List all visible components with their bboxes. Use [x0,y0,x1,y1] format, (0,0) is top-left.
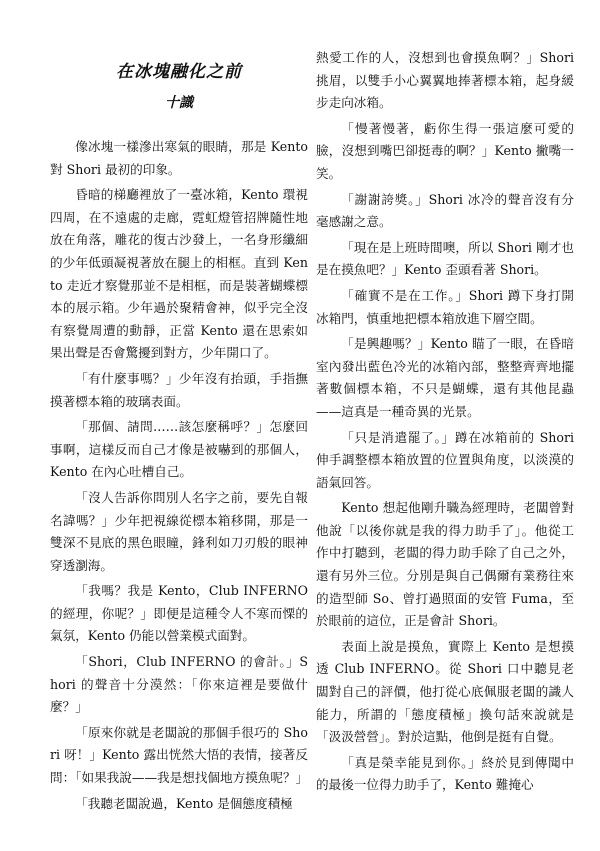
paragraph: 表面上說是摸魚，實際上 Kento 是想摸透 Club INFERNO。從 Shori 口中聽見老闆對自己的評價，他打從心底佩服老闆的識人能力，所謂的「態度積極」換句話來說就是「汲汲營營」。對於這點，他倒是挺有自覺。 [316,638,574,745]
paragraph: 「現在是上班時間噢，所以 Shori 剛才也是在摸魚吧？」Kento 歪頭看著 Shori。 [316,239,574,278]
story-title: 在冰塊融化之前 [116,62,242,82]
paragraph: 「Shori，Club INFERNO 的會計。」Shori 的聲音十分漠然：「你來這裡是要做什麼？」 [50,654,308,715]
paragraph: 像冰塊一樣滲出寒氣的眼睛，那是 Kento 對 Shori 最初的印象。 [50,139,308,177]
paragraph: 「慢著慢著，虧你生得一張這麼可愛的臉，沒想到嘴巴卻挺毒的啊？」Kento 撇嘴一笑。 [316,120,574,181]
paragraph: 「有什麼事嗎？」少年沒有抬頭，手指撫摸著標本箱的玻璃表面。 [50,370,308,409]
author-name: 十識 [165,95,193,111]
paragraph: 「我聽老闆說過，Kento 是個態度積極 [75,795,293,811]
paragraph: 「那個、請問……該怎麼稱呼？」怎麼回事啊，這樣反而自己才像是被嚇到的那個人，Kento 在內心吐槽自己。 [50,419,308,480]
paragraph: 「謝謝誇獎。」Shori 冰冷的聲音沒有分毫感謝之意。 [316,191,574,230]
paragraph: 「我嗎？我是 Kento，Club INFERNO 的經理，你呢？」即便是這種令人不寒而慄的氣氛，Kento 仍能以營業模式面對。 [50,583,308,644]
paragraph: 昏暗的梯廳裡放了一臺冰箱，Kento 環視四周，在不遠處的走廊，霓虹燈管招牌隨性地放在角落，雕花的復古沙發上，一名身形纖細的少年低頭凝視著放在腿上的相框。直到 Kento 走近才察覺那並不是相框，而是裝著蝴蝶標本的展示箱。少年過於聚精會神，似乎完全沒有察覺周遭的動靜，正當 Kento 還在思索如果出聲是否會驚擾到對方，少年開口了。 [50,187,308,361]
paragraph-continued: 熱愛工作的人，沒想到也會摸魚啊？」Shori 挑眉，以雙手小心翼翼地捧著標本箱，起身緩步走向冰箱。 [316,50,574,111]
right-column [316,47,574,800]
left-column [50,47,308,818]
paragraph: 「確實不是在工作。」Shori 蹲下身打開冰箱門，慎重地把標本箱放進下層空間。 [316,287,574,326]
paragraph: 「沒人告訴你問別人名字之前，要先自報名諱嗎？」少年把視線從標本箱移開，那是一雙深不見底的黑色眼瞳，鋒利如刀刃般的眼神穿透瀏海。 [50,489,308,573]
paragraph: 「只是消遣罷了。」蹲在冰箱前的 Shori 伸手調整標本箱放置的位置與角度，以淡漠的語氣回答。 [316,429,574,490]
paragraph: Kento 想起他剛升職為經理時，老闆曾對他說「以後你就是我的得力助手了」。他從工作中打聽到，老闆的得力助手除了自己之外，還有另外三位。分別是與自己偶爾有業務往來的造型師 So、曾打過照面的安管 Fuma，至於眼前的這位，正是會計 Shori。 [316,500,574,629]
paragraph: 「原來你就是老闆說的那個手很巧的 Shori 呀！」Kento 露出恍然大悟的表情，接著反問：「如果我說——我是想找個地方摸魚呢？」 [50,724,309,786]
paragraph: 「是興趣嗎？」Kento 瞄了一眼，在昏暗室內發出藍色冷光的冰箱內部，整整齊齊地擺著數個標本箱，不只是蝴蝶，還有其他昆蟲——這真是一種奇異的光景。 [316,336,574,419]
paragraph: 「真是榮幸能見到你。」終於見到傳聞中的最後一位得力助手了，Kento 難掩心 [316,754,574,793]
